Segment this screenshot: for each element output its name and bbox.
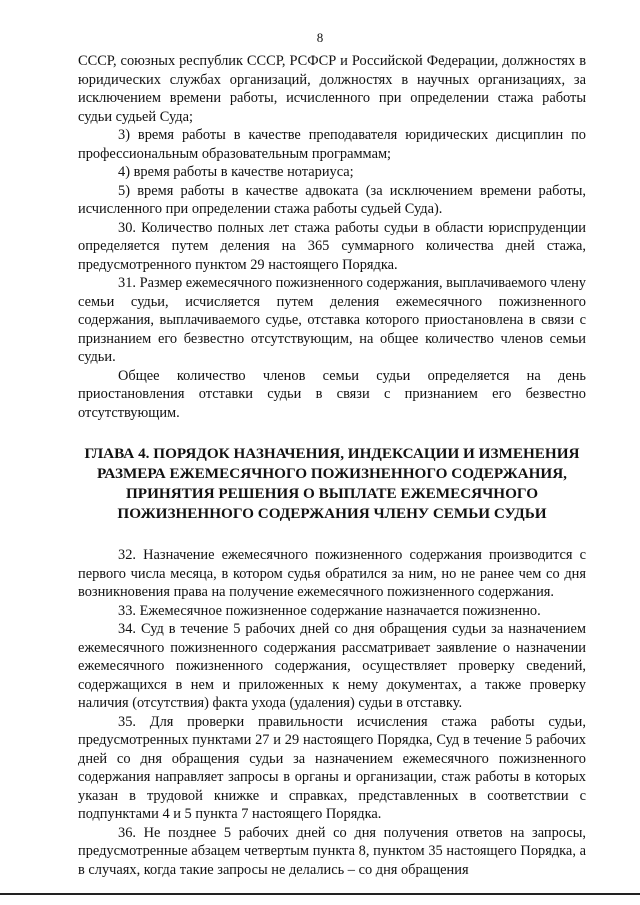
paragraphs-top	[78, 52, 586, 422]
paragraph: 30. Количество полных лет стажа работы судьи в области юриспруденции определяется путем деления на 365 суммарного количества дней стажа, предусмотренного пунктом 29 настоящего Порядка.	[78, 219, 586, 273]
paragraph: 5) время работы в качестве адвоката (за исключением времени работы, исчисленного при определении стажа работы судьей Суда).	[78, 182, 586, 217]
paragraph: СССР, союзных республик СССР, РСФСР и Российской Федерации, должностях в юридических службах организаций, должностях в научных организациях, за исключением времени работы, исчисленного при определении стажа работы судьи судьей Суда;	[78, 53, 586, 125]
document-body	[78, 52, 586, 879]
paragraph: 32. Назначение ежемесячного пожизненного содержания производится с первого числа месяца, в котором судья обратился за ним, но не ранее чем со дня возникновения права на получение ежемесячного пожизненного содержания.	[78, 547, 586, 600]
paragraph: 33. Ежемесячное пожизненное содержание назначается пожизненно.	[118, 602, 541, 619]
paragraphs-bottom	[78, 546, 586, 879]
paragraph: 36. Не позднее 5 рабочих дней со дня получения ответов на запросы, предусмотренные абзацем четвертым пункта 8, пунктом 35 настоящего Порядка, а в случаях, когда такие запросы не делались – со дня обращения	[78, 824, 586, 878]
paragraph: 4) время работы в качестве нотариуса;	[118, 164, 354, 180]
paragraph: Общее количество членов семьи судьи определяется на день приостановления отставки судьи в связи с признанием его безвестно отсутствующим.	[78, 367, 586, 421]
bottom-rule	[0, 893, 640, 895]
paragraph: 31. Размер ежемесячного пожизненного содержания, выплачиваемого члену семьи судьи, исчисляется путем деления ежемесячного пожизненного содержания, выплачиваемого судье, отставка которого приостановлена в связи с признанием его безвестно отсутствующим, на общее количество членов семьи судьи.	[78, 275, 586, 365]
page-number: 8	[316, 30, 324, 45]
paragraph: 35. Для проверки правильности исчисления стажа работы судьи, предусмотренных пунктами 27 и 29 настоящего Порядка, Суд в течение 5 рабочих дней со дня обращения судьи за назначением ежемесячного пожизненного содержания направляет запросы в органы и организации, стаж работы в которых указан в трудовой книжке и справках, представленных в соответствии с подпунктами 4 и 5 пункта 7 настоящего Порядка.	[78, 713, 586, 822]
chapter-heading: ГЛАВА 4. ПОРЯДОК НАЗНАЧЕНИЯ, ИНДЕКСАЦИИ И ИЗМЕНЕНИЯ РАЗМЕРА ЕЖЕМЕСЯЧНОГО ПОЖИЗНЕННОГО СОДЕРЖАНИЯ, ПРИНЯТИЯ РЕШЕНИЯ О ВЫПЛАТЕ ЕЖЕМЕСЯЧНОГО ПОЖИЗНЕННОГО СОДЕРЖАНИЯ ЧЛЕНУ СЕМЬИ СУДЬИ	[84, 445, 580, 522]
paragraph: 34. Суд в течение 5 рабочих дней со дня обращения судьи за назначением ежемесячного пожизненного содержания рассматривает заявление о назначении ежемесячного пожизненного содержания, осуществляет проверку сведений, содержащихся в нем и приложенных к нему документах, а также проверку наличия (отсутствия) факта ухода (удаления) судьи в отставку.	[78, 621, 586, 711]
paragraph: 3) время работы в качестве преподавателя юридических дисциплин по профессиональным образовательным программам;	[78, 127, 586, 162]
